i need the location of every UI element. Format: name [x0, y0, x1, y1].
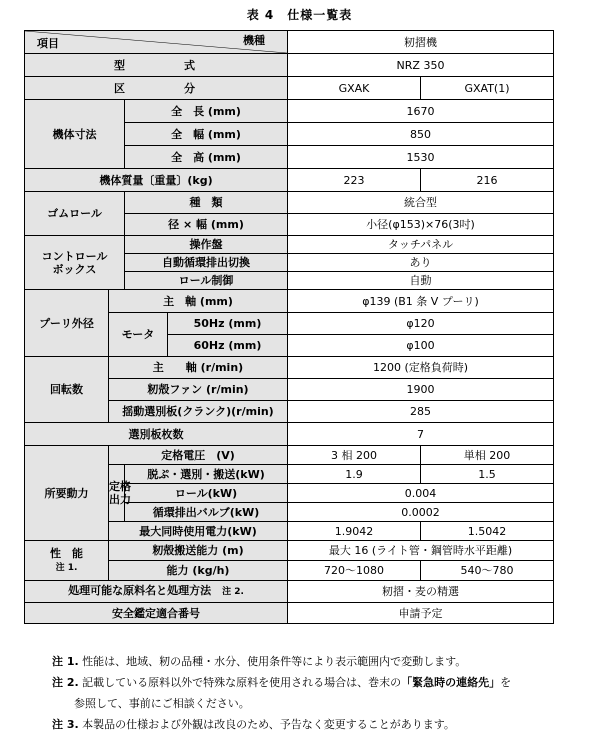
- note-3-tag: 注 3.: [52, 718, 79, 731]
- width-value: 850: [288, 123, 554, 146]
- note-2-text: 記載している原料以外で特殊な原料を使用される場合は、巻末の: [82, 676, 402, 689]
- division-b: GXAT(1): [421, 77, 554, 100]
- height-label: 全 高 (mm): [125, 146, 288, 169]
- note-2-tag: 注 2.: [52, 676, 79, 689]
- material-label-cell: [25, 581, 288, 603]
- machine-name: 籾摺機: [288, 31, 554, 54]
- pulley-group-label: プーリ外径: [25, 290, 109, 357]
- division-label: 区 分: [25, 77, 288, 100]
- dehull-b: 1.5: [421, 465, 554, 484]
- rubber-type-value: 統合型: [288, 192, 554, 214]
- auto-label: 自動循環排出切換: [125, 254, 288, 272]
- model-value: NRZ 350: [288, 54, 554, 77]
- mass-label: 機体質量〔重量〕(kg): [25, 169, 288, 192]
- note-2-emphasis: 「緊急時の連絡先」: [401, 676, 501, 689]
- control-group-line2: ボックス: [52, 262, 97, 276]
- mass-b: 216: [421, 169, 554, 192]
- fan-value: 1900: [288, 379, 554, 401]
- header-item-model-cell: [25, 31, 288, 54]
- dehull-a: 1.9: [288, 465, 421, 484]
- valve-value: 0.0002: [288, 503, 554, 522]
- husk-label: 籾殻搬送能力 (m): [109, 541, 288, 561]
- length-label: 全 長 (mm): [125, 100, 288, 123]
- spec-table: [24, 30, 554, 624]
- safety-label: 安全鑑定適合番号: [25, 603, 288, 624]
- material-label: 処理可能な原料名と処理方法: [68, 584, 212, 597]
- dehull-label: 脱ぷ・選別・搬送(kW): [125, 465, 288, 484]
- roll-kw-label: ロール(kW): [125, 484, 288, 503]
- hz50-label: 50Hz (mm): [168, 313, 288, 335]
- perf-note-ref: 注 1.: [55, 562, 78, 573]
- fan-label: 籾殻ファン (r/min): [109, 379, 288, 401]
- perf-group-label: [25, 541, 109, 581]
- table-caption: 表 4 仕様一覧表: [246, 8, 353, 22]
- note-3-text: 本製品の仕様および外観は改良のため、予告なく変更することがあります。: [82, 718, 455, 731]
- roll-control-label: ロール制御: [125, 272, 288, 290]
- plates-label: 選別板枚数: [25, 423, 288, 446]
- control-group-label: [25, 236, 125, 290]
- control-group-line1: コントロール: [41, 249, 108, 263]
- max-power-label: 最大同時使用電力(kW): [109, 522, 288, 541]
- pulley-main-value: φ139 (B1 条 V プーリ): [288, 290, 554, 313]
- max-power-a: 1.9042: [288, 522, 421, 541]
- max-power-b: 1.5042: [421, 522, 554, 541]
- hz60-value: φ100: [288, 335, 554, 357]
- dims-group-label: 機体寸法: [25, 100, 125, 169]
- panel-label: 操作盤: [125, 236, 288, 254]
- rubber-group-label: ゴムロール: [25, 192, 125, 236]
- division-a: GXAK: [288, 77, 421, 100]
- rpm-group-label: 回転数: [25, 357, 109, 423]
- length-value: 1670: [288, 100, 554, 123]
- rated-output-label: [109, 465, 131, 522]
- header-model-label: 機種: [243, 34, 265, 47]
- voltage-a: 3 相 200: [288, 446, 421, 465]
- husk-value: 最大 16 (ライト管・鋼管時水平距離): [288, 541, 554, 561]
- capacity-b: 540～780: [421, 561, 554, 581]
- note-2-continuation: 参照して、事前にご相談ください。: [74, 697, 250, 710]
- roll-control-value: 自動: [288, 272, 554, 290]
- header-item-label: 項目: [37, 37, 59, 50]
- note-2: [52, 672, 511, 693]
- crank-label: 揺動選別板(クランク)(r/min): [109, 401, 288, 423]
- note-1: [52, 651, 511, 672]
- crank-value: 285: [288, 401, 554, 423]
- rpm-main-value: 1200 (定格負荷時): [288, 357, 554, 379]
- motor-label: モータ: [109, 313, 168, 357]
- valve-label: 循環排出バルブ(kW): [125, 503, 288, 522]
- pulley-main-label: 主 軸 (mm): [109, 290, 288, 313]
- model-label: 型 式: [25, 54, 288, 77]
- rated-line2: 出力: [109, 493, 131, 506]
- note-2-tail: を: [500, 676, 512, 689]
- voltage-label: 定格電圧 (V): [109, 446, 288, 465]
- hz50-value: φ120: [288, 313, 554, 335]
- rpm-main-label: 主 軸 (r/min): [109, 357, 288, 379]
- material-value: 籾摺・麦の精選: [288, 581, 554, 603]
- plates-value: 7: [288, 423, 554, 446]
- auto-value: あり: [288, 254, 554, 272]
- perf-group-text: 性 能: [50, 546, 83, 560]
- material-note-ref: 注 2.: [222, 587, 244, 597]
- note-1-tag: 注 1.: [52, 655, 79, 668]
- footnotes: [52, 651, 511, 735]
- capacity-a: 720～1080: [288, 561, 421, 581]
- width-label: 全 幅 (mm): [125, 123, 288, 146]
- voltage-b: 単相 200: [421, 446, 554, 465]
- rated-line1: 定格: [109, 480, 131, 493]
- rubber-size-value: 小径(φ153)×76(3吋): [288, 214, 554, 236]
- capacity-label: 能力 (kg/h): [109, 561, 288, 581]
- roll-kw-value: 0.004: [288, 484, 554, 503]
- power-group-label: 所要動力: [25, 446, 109, 541]
- rubber-type-label: 種 類: [125, 192, 288, 214]
- hz60-label: 60Hz (mm): [168, 335, 288, 357]
- mass-a: 223: [288, 169, 421, 192]
- panel-value: タッチパネル: [288, 236, 554, 254]
- rubber-size-label: 径 × 幅 (mm): [125, 214, 288, 236]
- note-1-text: 性能は、地域、籾の品種・水分、使用条件等により表示範囲内で変動します。: [82, 655, 467, 668]
- height-value: 1530: [288, 146, 554, 169]
- note-3: [52, 714, 511, 735]
- safety-value: 申請予定: [288, 603, 554, 624]
